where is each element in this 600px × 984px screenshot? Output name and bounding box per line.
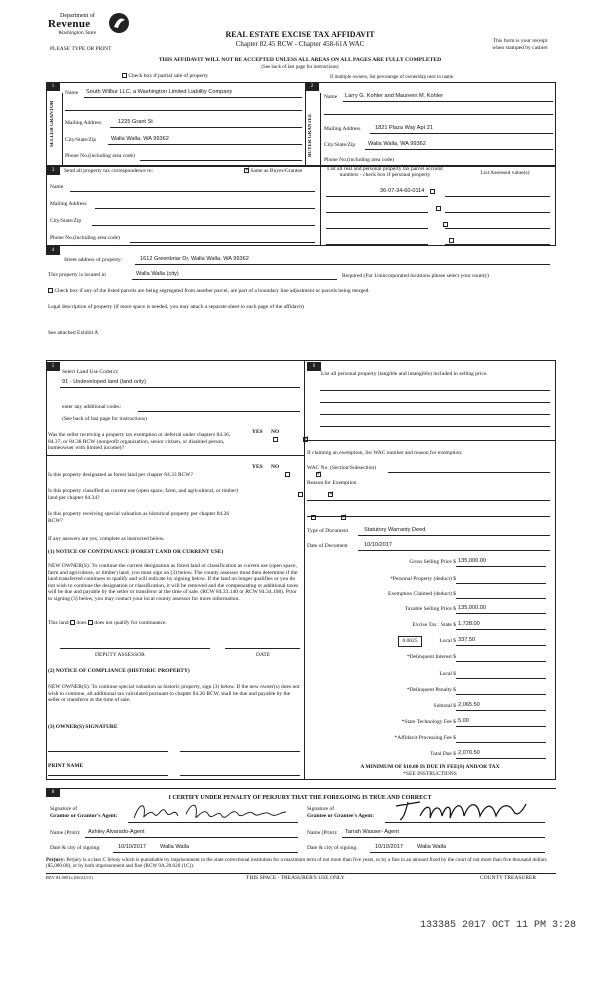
- perjury-note: [46, 857, 556, 869]
- same-as-buyer-checkbox[interactable]: [244, 168, 249, 173]
- section-2-marker: 2: [305, 82, 319, 91]
- seller-name[interactable]: South Wilbur LLC, a Washington Limited Liability Company: [86, 89, 233, 95]
- doc-date-label: Date of Document: [307, 543, 348, 549]
- seller-city-label: City/State/Zip: [65, 137, 97, 143]
- grantee-signature: [390, 796, 530, 824]
- form-subtitle: Chapter 82.45 RCW - Chapter 458-61A WAC: [235, 40, 365, 48]
- gross-value[interactable]: 135,000.00: [458, 558, 486, 564]
- total-due-value[interactable]: 2,070.50: [458, 750, 480, 756]
- s3-name-label: Name: [50, 184, 64, 190]
- state-tax-label: Excise Tax : State $: [412, 622, 456, 628]
- partial-sale-checkbox[interactable]: [122, 73, 127, 78]
- local-tax-label: Local $: [439, 638, 456, 644]
- assessed-header: List Assessed value(s): [480, 170, 530, 176]
- parcel-personal-checkbox-2[interactable]: [436, 206, 441, 211]
- buyer-name-label: Name: [324, 94, 338, 100]
- local2-label: Local $: [439, 671, 456, 677]
- taxable-label: Taxable Selling Price $: [404, 606, 456, 612]
- segregated-checkbox[interactable]: [48, 288, 53, 293]
- no-header-2: NO: [271, 464, 280, 470]
- seller-name-label: Name: [65, 90, 79, 96]
- treasurer-only: THIS SPACE - TREASURER'S USE ONLY: [246, 875, 345, 881]
- state-tax-value[interactable]: 1,728.00: [458, 621, 480, 627]
- street-label: Street address of property:: [64, 257, 123, 263]
- grantee-sig-label-1: Signature of: [307, 806, 335, 812]
- grantee-name-label: Name (Print):: [307, 830, 338, 836]
- seller-phone-label: Phone No.(including area code): [65, 153, 135, 159]
- question-1: Was the seller receiving a property tax exemption or deferral under chapters 84.36, 84.37, or 84.38 RCW (nonprofit organization, senior citizen, or disabled person, homeowner with limited income)?: [48, 432, 231, 452]
- recording-stamp: 133385 2017 OCT 11 PM 3:28: [420, 920, 577, 931]
- minimum-note: A MINIMUM OF $10.00 IS DUE IN FEE(S) AND/OR TAX: [360, 764, 500, 770]
- gross-label: Gross Selling Price $: [409, 559, 456, 565]
- notice-1-body: NEW OWNER(S): To continue the current designation as forest land or classification as current use (open space, farm and agriculture, or timber) land, you must sign on (3) below. The county assessor must then determine if the land transferred continues to qualify and will indicate by signing below. If the land no longer qualifies or you do not wish to continue the designation or classification, it will be removed and the compensating or additional taxes will be due and payable by the seller or transferor at the time of sale. (RCW 84.33.140 or RCW 84.34.108). Prior to signing (3) below, you may contact your local county assessor for more information.: [48, 563, 299, 602]
- personal-label: *Personal Property (deduct) $: [390, 576, 456, 582]
- section-3-marker: 3: [46, 166, 60, 175]
- receipt-note-2: when stamped by cashier: [492, 45, 548, 51]
- section-5-marker: 5: [46, 362, 60, 371]
- county-treasurer: COUNTY TREASURER: [480, 875, 537, 881]
- deputy-assessor-label: DEPUTY ASSESSOR: [95, 652, 145, 658]
- yes-header-2: YES: [252, 464, 263, 470]
- form-title: REAL ESTATE EXCISE TAX AFFIDAVIT: [225, 30, 375, 39]
- this-land-label: This land: [48, 620, 69, 626]
- land-qualify: [48, 620, 167, 627]
- q3-no[interactable]: [328, 492, 333, 497]
- grantor-name-label: Name (Print):: [50, 830, 81, 836]
- delinquent-interest-label: *Delinquent Interest $: [406, 654, 456, 660]
- legal-description-label: Legal description of property (if more space is needed, you may attach a separate sheet to each page of the affidavit): [48, 304, 304, 310]
- buyer-mailing[interactable]: 1821 Plaza Way Apt 21: [375, 125, 433, 131]
- buyer-mailing-label: Mailing Address: [324, 126, 361, 132]
- perjury-lead: Perjury:: [46, 857, 66, 863]
- seller-side-label: SELLER GRANTOR: [50, 100, 55, 148]
- section-6-marker: 6: [307, 362, 321, 371]
- delinquent-penalty-label: *Delinquent Penalty $: [406, 687, 456, 693]
- land-does-checkbox[interactable]: [70, 620, 75, 625]
- grantor-city[interactable]: Walla Walla: [160, 844, 190, 850]
- q3-yes[interactable]: [298, 492, 303, 497]
- same-as-buyer: [244, 168, 302, 175]
- grantee-date-label: Date & city of signing:: [307, 845, 358, 851]
- grantee-agent-label: Grantee or Grantee's Agent:: [307, 813, 374, 819]
- q1-yes[interactable]: [273, 437, 278, 442]
- print-name-label: PRINT NAME: [48, 763, 84, 769]
- does-not-label: does not: [94, 620, 113, 626]
- see-instructions: *SEE INSTRUCTIONS: [403, 771, 457, 777]
- partial-sale-label: Check box if partial sale of property: [128, 73, 209, 79]
- does-label: does: [76, 620, 87, 626]
- dept-line3: Washington State: [58, 30, 97, 36]
- subtotal-value[interactable]: 2,065.50: [458, 702, 480, 708]
- assessor-date-label: DATE: [256, 652, 271, 658]
- land-use-value[interactable]: 91 - Undeveloped land (land only): [62, 379, 146, 385]
- local-tax-value[interactable]: 337.50: [458, 637, 476, 643]
- section-8-marker: 8: [46, 788, 60, 797]
- section-3: [46, 166, 556, 246]
- question-2: Is this property designated as forest land per chapter 84.33 RCW?: [48, 472, 193, 478]
- grantee-city[interactable]: Walla Walla: [417, 844, 447, 850]
- located-value[interactable]: Walla Walla (city): [136, 271, 179, 277]
- see-back-note: (See back of last page for instructions): [261, 65, 339, 70]
- buyer-name[interactable]: Larry G. Kohler and Maureen M. Kohler: [345, 93, 443, 99]
- certify-text: I CERTIFY UNDER PENALTY OF PERJURY THAT THE FOREGOING IS TRUE AND CORRECT: [168, 795, 432, 801]
- notice-1-title: (1) NOTICE OF CONTINUANCE (FOREST LAND OR CURRENT USE): [48, 549, 224, 555]
- grantor-date-label: Date & city of signing:: [50, 845, 101, 851]
- affidavit-fee-label: *Affidavit Processing Fee $: [394, 735, 456, 741]
- section-4-marker: 4: [46, 246, 60, 255]
- no-header-1: NO: [271, 429, 280, 435]
- section-1-marker: 1: [46, 82, 60, 91]
- street-address[interactable]: 1612 Greenbriar Dr, Walla Walla, WA 99362: [140, 256, 249, 262]
- multiple-owners-note: If multiple owners, list percentage of ownership next to name.: [330, 75, 455, 80]
- notice-2-body: NEW OWNER(S): To continue special valuation as historic property, sign (3) below. If the new owner(s) does not wish to continue, all additional tax calculated pursuant to chapter 84.26 RCW, shall be due and payable by the seller or transferor at the time of sale.: [48, 684, 300, 704]
- parcel-personal-checkbox-1[interactable]: [430, 189, 435, 194]
- tech-fee-value[interactable]: 5.00: [458, 718, 469, 724]
- rev-number: REV 84 0001a (06/22/15): [46, 875, 93, 880]
- revenue-logo-icon: [108, 12, 130, 34]
- grantor-sig-label-1: Signature of: [50, 806, 78, 812]
- personal-property-label: List all personal property (tangible and intangible) included in selling price.: [321, 371, 488, 377]
- seller-city[interactable]: Walla Walla, WA 99362: [111, 136, 169, 142]
- type-or-print: PLEASE TYPE OR PRINT: [50, 46, 112, 52]
- if-yes-note: If any answers are yes, complete as instructed below.: [48, 536, 165, 542]
- located-label: This property is located in: [48, 272, 106, 278]
- seller-mailing[interactable]: 1225 Grant St: [118, 119, 153, 125]
- exemption-label: If claiming an exemption, list WAC number and reason for exemption:: [307, 450, 463, 456]
- qualify-label: qualify for continuance.: [114, 620, 167, 626]
- land-use-label: Select Land Use Code(s):: [62, 369, 119, 375]
- doc-type-value[interactable]: Statutory Warranty Deed: [364, 527, 426, 533]
- buyer-phone-label: Phone No.(including area code): [324, 157, 394, 163]
- owner-signature-label: (3) OWNER(S) SIGNATURE: [48, 724, 118, 730]
- parcel-header-1: List all real and personal property tax parcel account: [327, 166, 443, 172]
- grantor-name[interactable]: Ashley Alvarado-Agent: [88, 829, 145, 835]
- taxable-value[interactable]: 135,000.00: [458, 605, 486, 611]
- doc-date-value[interactable]: 10/10/2017: [364, 542, 392, 548]
- parcel-personal-checkbox-4[interactable]: [449, 238, 454, 243]
- exhibit-note: See attached Exhibit A: [48, 330, 99, 336]
- warning-text: THIS AFFIDAVIT WILL NOT BE ACCEPTED UNLESS ALL AREAS ON ALL PAGES ARE FULLY COMPLETED: [158, 57, 442, 63]
- s3-mailing-label: Mailing Address: [50, 201, 87, 207]
- additional-codes-label: enter any additional codes:: [62, 404, 122, 410]
- s5-see-back: (See back of last page for instructions): [62, 416, 147, 422]
- parcel-number[interactable]: 36-07-34-60-0114: [380, 188, 425, 194]
- segregated-label: Check box if any of the listed parcels are being segregated from another parcel, are part of a boundary line adjustment or parcels being merged.: [54, 288, 370, 294]
- notice-2-title: (2) NOTICE OF COMPLIANCE (HISTORIC PROPERTY): [48, 668, 190, 674]
- partial-sale: [122, 73, 208, 80]
- dept-line2: Revenue: [48, 18, 91, 30]
- parcel-personal-checkbox-3[interactable]: [443, 222, 448, 227]
- rate-box[interactable]: 0.0025: [398, 636, 422, 647]
- grantor-signature: [130, 800, 295, 824]
- buyer-city-label: City/State/Zip: [324, 142, 356, 148]
- buyer-city[interactable]: Walla Walla, WA 99362: [368, 141, 426, 147]
- question-4: Is this property receiving special valuation as historical property per chapter 84.26 RCW?: [48, 511, 230, 524]
- q2-no[interactable]: [316, 472, 321, 477]
- segregated: [48, 288, 548, 295]
- s3-phone-label: Phone No.(including area code): [50, 235, 120, 241]
- seller-mailing-label: Mailing Address: [65, 120, 102, 126]
- exemption-claimed-label: Exemption Claimed (deduct) $: [388, 591, 456, 597]
- correspondence-label: Send all property tax correspondence to:: [64, 168, 154, 174]
- wac-label: WAC No. (Section/Subsection): [307, 465, 376, 471]
- revenue-logo: [38, 12, 133, 42]
- grantor-agent-label: Grantor or Grantor's Agent:: [50, 813, 118, 819]
- parcel-header-2: numbers - check box if personal property: [339, 172, 431, 178]
- tech-fee-label: *State Technology Fee $: [401, 719, 456, 725]
- receipt-note-1: This form is your receipt: [492, 38, 548, 44]
- required-note: Required (For Unincorporated locations please select your county): [342, 273, 489, 279]
- subtotal-label: Subtotal $: [433, 703, 456, 709]
- reason-label: Reason for Exemption: [307, 480, 357, 486]
- same-as-buyer-label: Same as Buyer/Grantee: [250, 168, 303, 174]
- dept-line1: Department of: [60, 13, 95, 19]
- perjury-body: Perjury is a class C felony which is punishable by imprisonment in the state correctional institution for a maximum term of not more than five years, or by a fine in an amount fixed by the court of not more than five thousand dollars ($5,000.00), or by both imprisonment and fine (RCW 9A.20.020 (1C)).: [46, 857, 547, 870]
- yes-header-1: YES: [252, 429, 263, 435]
- buyer-side-label: BUYER GRANTEE: [308, 113, 313, 157]
- total-due-label: Total Due $: [430, 751, 456, 757]
- grantee-date[interactable]: 10/10/2017: [375, 844, 403, 850]
- grantor-date[interactable]: 10/10/2017: [118, 844, 146, 850]
- land-does-not-checkbox[interactable]: [88, 620, 93, 625]
- q2-yes[interactable]: [285, 472, 290, 477]
- question-3: Is this property classified as current use (open space, farm, and agricultural, or timber) land per chapter 84.34?: [48, 488, 238, 501]
- grantee-name[interactable]: Tarrah Wasser- Agent: [345, 829, 399, 835]
- s3-city-label: City/State/Zip: [50, 218, 82, 224]
- doc-type-label: Type of Document: [307, 528, 349, 534]
